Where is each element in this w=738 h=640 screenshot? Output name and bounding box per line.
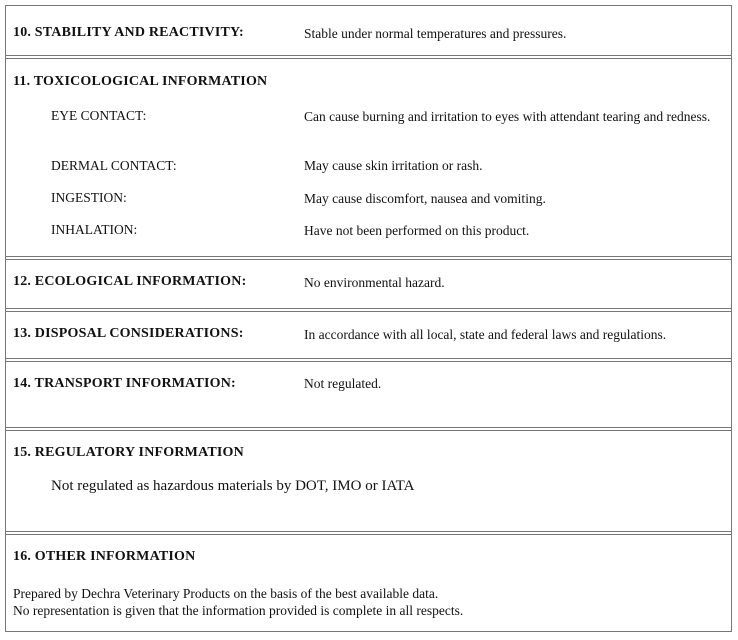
section-14-heading: 14. TRANSPORT INFORMATION:	[13, 376, 236, 391]
section-14-transport	[6, 362, 731, 428]
inhalation-label: INHALATION:	[51, 222, 138, 237]
dermal-contact-label: DERMAL CONTACT:	[51, 158, 177, 173]
section-13-value: In accordance with all local, state and federal laws and regulations.	[304, 327, 667, 342]
eye-contact-value: Can cause burning and irritation to eyes with attendant tearing and redness.	[304, 109, 711, 124]
section-11-heading: 11. TOXICOLOGICAL INFORMATION	[13, 74, 268, 89]
section-16-heading: 16. OTHER INFORMATION	[13, 549, 196, 564]
section-13-disposal	[6, 312, 731, 359]
section-12-value: No environmental hazard.	[304, 275, 445, 290]
section-16-other	[6, 535, 731, 631]
section-12-heading: 12. ECOLOGICAL INFORMATION:	[13, 274, 247, 289]
section-11-toxicological	[6, 59, 731, 257]
section-16-line-2: No representation is given that the information provided is complete in all respects.	[13, 603, 464, 618]
ingestion-label: INGESTION:	[51, 190, 127, 205]
section-13-heading: 13. DISPOSAL CONSIDERATIONS:	[13, 326, 244, 341]
section-10-heading: 10. STABILITY AND REACTIVITY:	[13, 25, 244, 40]
dermal-contact-value: May cause skin irritation or rash.	[304, 158, 483, 173]
msds-sheet	[5, 5, 732, 632]
section-10-stability	[6, 6, 731, 56]
section-12-ecological	[6, 260, 731, 309]
ingestion-value: May cause discomfort, nausea and vomiting.	[304, 191, 546, 206]
section-10-value: Stable under normal temperatures and pressures.	[304, 26, 567, 41]
section-15-value: Not regulated as hazardous materials by DOT, IMO or IATA	[51, 478, 415, 494]
section-16-line-1: Prepared by Dechra Veterinary Products on the basis of the best available data.	[13, 586, 439, 601]
inhalation-value: Have not been performed on this product.	[304, 223, 530, 238]
section-15-regulatory	[6, 431, 731, 532]
section-14-value: Not regulated.	[304, 376, 382, 391]
section-15-heading: 15. REGULATORY INFORMATION	[13, 445, 244, 460]
eye-contact-label: EYE CONTACT:	[51, 108, 147, 123]
